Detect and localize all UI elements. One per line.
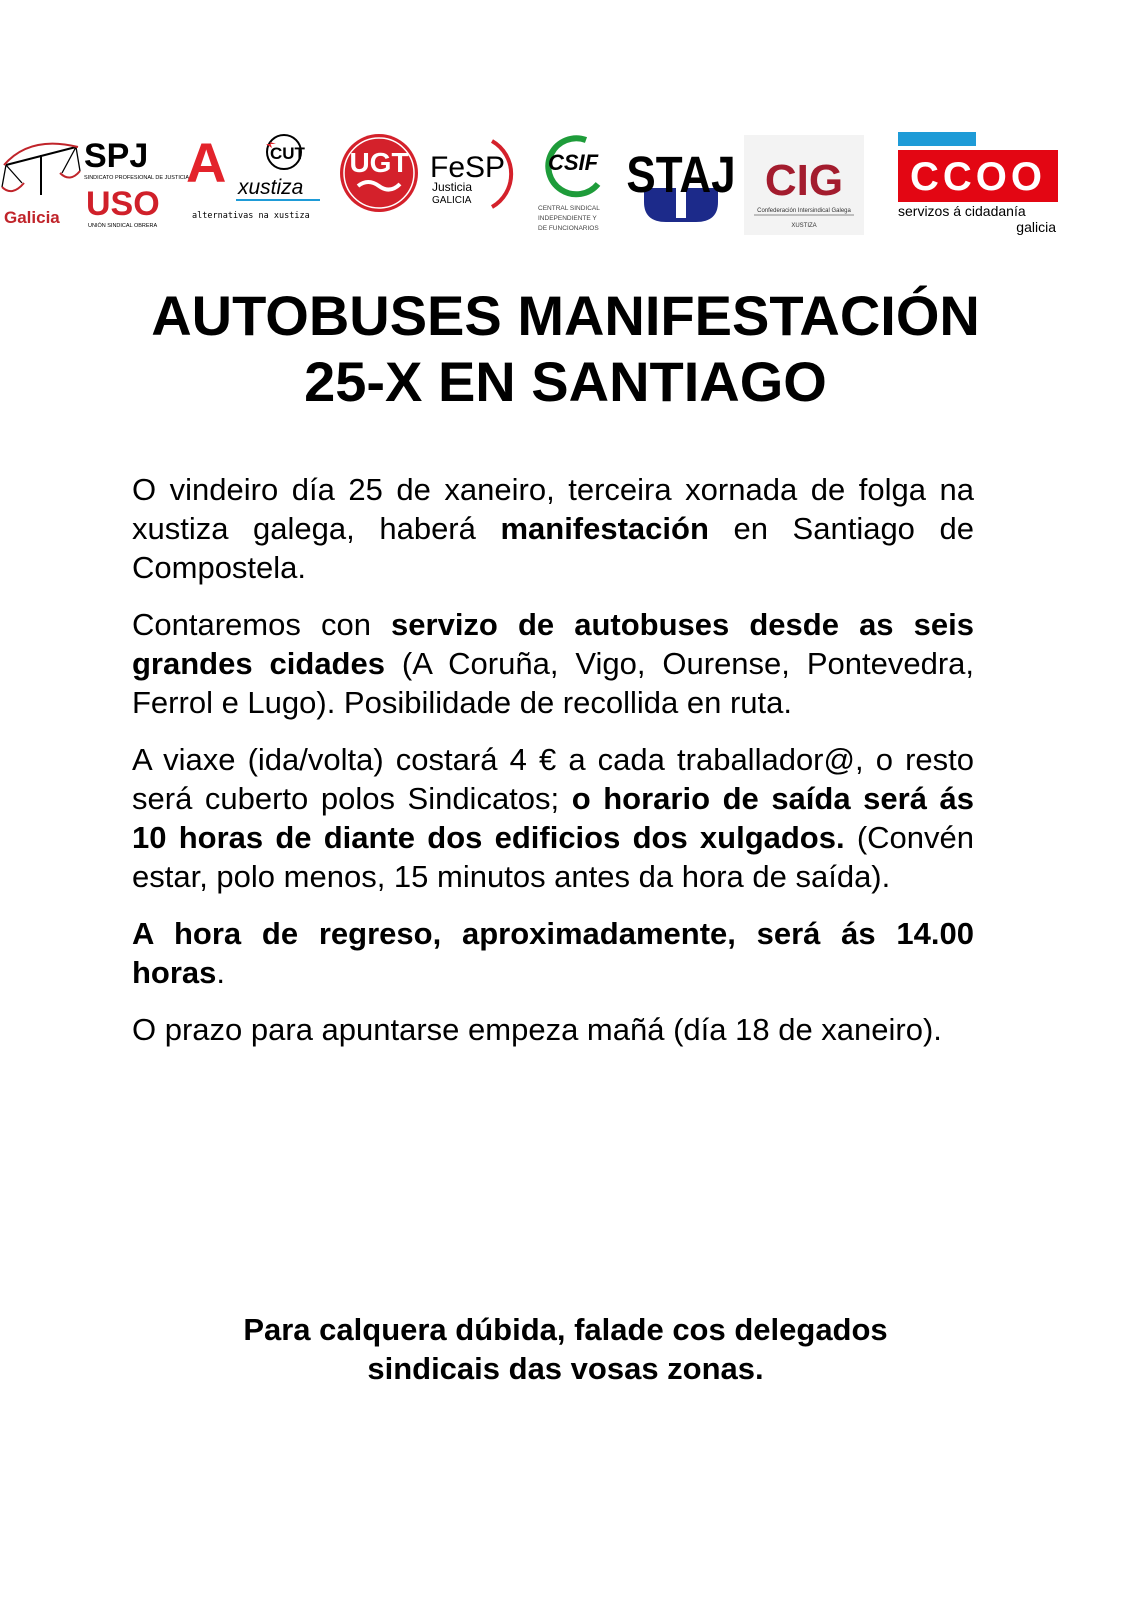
svg-text:Galicia: Galicia bbox=[4, 208, 60, 227]
svg-text:CSIF: CSIF bbox=[548, 150, 599, 175]
staj-logo bbox=[626, 130, 736, 225]
uso-wordmark: USO bbox=[86, 185, 160, 223]
cig-logo bbox=[744, 135, 864, 235]
svg-text:alternativas na xustiza: alternativas na xustiza bbox=[192, 211, 310, 221]
spj-wordmark: SPJ bbox=[84, 137, 149, 175]
svg-text:Confederación Intersindical Ga: Confederación Intersindical Galega bbox=[757, 208, 851, 214]
svg-text:DE FUNCIONARIOS: DE FUNCIONARIOS bbox=[538, 225, 599, 232]
scales-icon bbox=[0, 135, 82, 230]
svg-text:GALICIA: GALICIA bbox=[432, 195, 472, 206]
svg-text:Justicia: Justicia bbox=[432, 180, 473, 194]
svg-text:CCOO: CCOO bbox=[910, 155, 1046, 199]
a-letter: A bbox=[186, 131, 227, 194]
title-line-2: 25-X EN SANTIAGO bbox=[304, 350, 827, 413]
svg-text:galicia: galicia bbox=[1016, 219, 1056, 235]
svg-text:CIG: CIG bbox=[764, 156, 844, 205]
svg-text:STAJ: STAJ bbox=[626, 147, 736, 204]
svg-text:SINDICATO PROFESIONAL DE JUSTI: SINDICATO PROFESIONAL DE JUSTICIA bbox=[84, 175, 190, 181]
svg-text:UNIÓN SINDICAL OBRERA: UNIÓN SINDICAL OBRERA bbox=[88, 223, 158, 229]
spj-uso-logo bbox=[84, 135, 190, 230]
paragraph-cost-schedule: A viaxe (ida/volta) costará 4 € a cada traballador@, o resto será cuberto polos Sindicatos; o horario de saída será ás 10 horas de diante dos edificios dos xulgados. (Convén estar, polo menos, 15 minutos antes da hora de saída). bbox=[132, 742, 974, 894]
title-line-1: AUTOBUSES MANIFESTACIÓN bbox=[151, 284, 980, 347]
svg-text:xustiza: xustiza bbox=[238, 176, 304, 199]
footer-note bbox=[0, 1310, 1131, 1388]
ccoo-logo bbox=[896, 132, 1062, 237]
body-text bbox=[132, 470, 974, 1067]
ugt-logo bbox=[338, 132, 420, 214]
page-title bbox=[0, 283, 1131, 415]
footer-line-1: Para calquera dúbida, falade cos delegados bbox=[243, 1312, 888, 1347]
svg-text:UGT: UGT bbox=[349, 147, 409, 178]
union-logos-bar bbox=[0, 130, 1131, 245]
footer-line-2: sindicais das vosas zonas. bbox=[367, 1351, 764, 1386]
svg-text:CUT: CUT bbox=[270, 144, 305, 163]
svg-text:XUSTIZA: XUSTIZA bbox=[791, 223, 817, 229]
sp-galicia-logo bbox=[0, 135, 82, 230]
paragraph-buses: Contaremos con servizo de autobuses desde as seis grandes cidades (A Coruña, Vigo, Ourense, Pontevedra, Ferrol e Lugo). Posibilidade de recollida en ruta. bbox=[132, 607, 975, 720]
paragraph-signup-deadline: O prazo para apuntarse empeza mañá (día 18 de xaneiro). bbox=[132, 1012, 942, 1047]
cut-xustiza-logo bbox=[184, 130, 324, 225]
svg-text:CENTRAL SINDICAL: CENTRAL SINDICAL bbox=[538, 205, 600, 212]
svg-text:INDEPENDIENTE Y: INDEPENDIENTE Y bbox=[538, 215, 597, 222]
fesp-justicia-logo bbox=[428, 135, 520, 220]
paragraph-manifestation: O vindeiro día 25 de xaneiro, terceira xornada de folga na xustiza galega, haberá manifestación en Santiago de Compostela. bbox=[132, 472, 974, 585]
svg-text:servizos á cidadanía: servizos á cidadanía bbox=[898, 203, 1026, 219]
svg-text:FeSP: FeSP bbox=[430, 151, 506, 184]
csif-logo bbox=[534, 130, 624, 238]
paragraph-return-time: A hora de regreso, aproximadamente, será ás 14.00 horas. bbox=[132, 916, 974, 990]
